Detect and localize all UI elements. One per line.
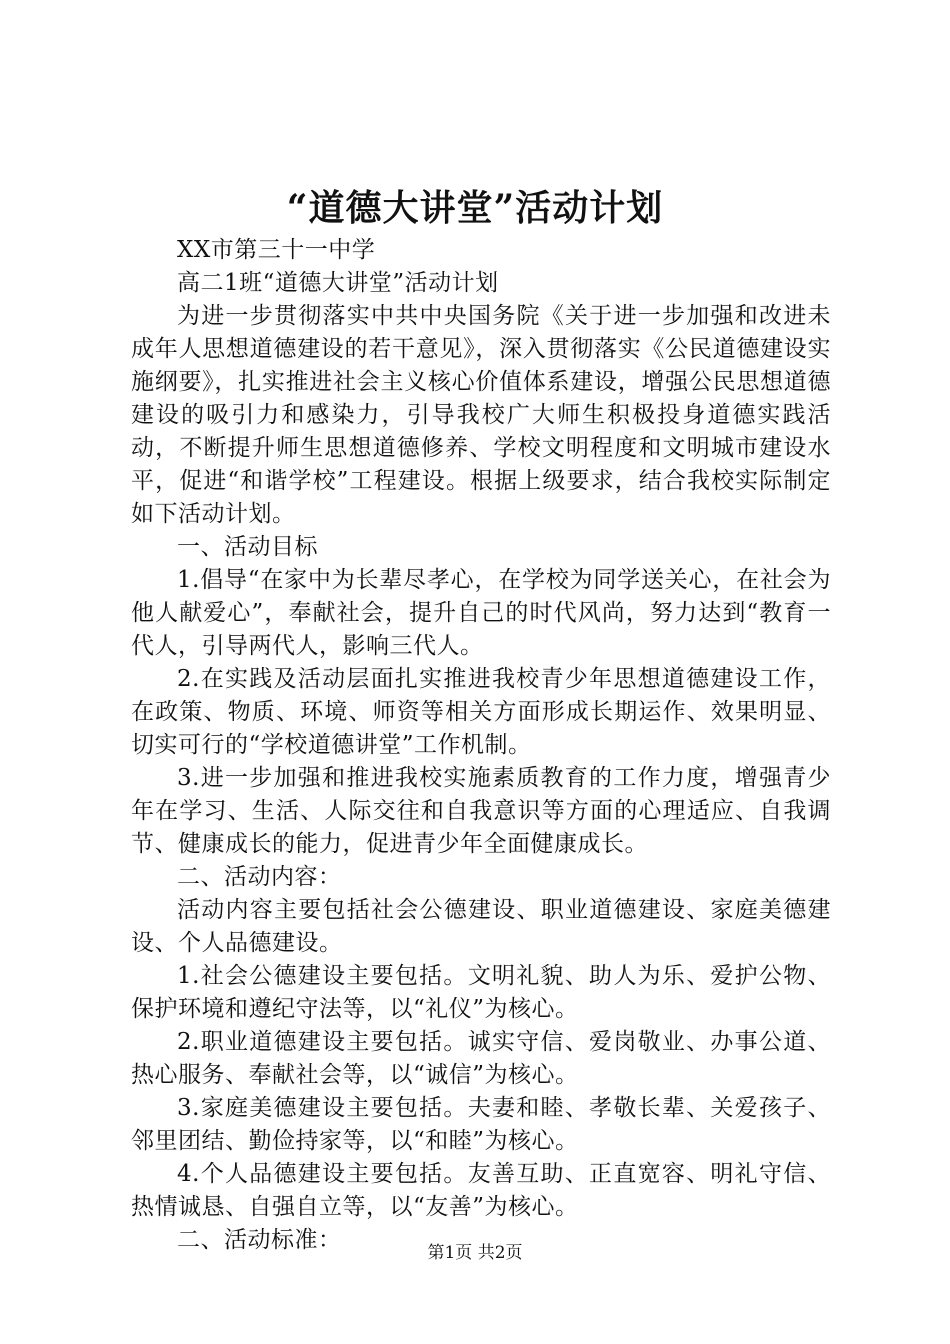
paragraph-content-4: 4.个人品德建设主要包括。友善互助、正直宽容、明礼守信、热情诚恳、自强自立等，以“友善”为核心。 <box>131 1161 831 1220</box>
paragraph-goal-3: 3.进一步加强和推进我校实施素质教育的工作力度，增强青少年在学习、生活、人际交往和自我意识等方面的心理适应、自我调节、健康成长的能力，促进青少年全面健康成长。 <box>131 765 831 857</box>
document-title: “道德大讲堂”活动计划 <box>286 187 664 229</box>
heading-goals: 一、活动目标 <box>177 534 318 560</box>
paragraph-content-3: 3.家庭美德建设主要包括。夫妻和睦、孝敬长辈、关爱孩子、邻里团结、勤俭持家等，以“和睦”为核心。 <box>131 1095 831 1154</box>
heading-content: 二、活动内容： <box>177 864 342 890</box>
paragraph-content-summary: 活动内容主要包括社会公德建设、职业道德建设、家庭美德建设、个人品德建设。 <box>131 897 831 956</box>
paragraph-goal-1: 1.倡导“在家中为长辈尽孝心，在学校为同学送关心，在社会为他人献爱心”，奉献社会，提升自己的时代风尚，努力达到“教育一代人，引导两代人，影响三代人。 <box>131 567 831 659</box>
paragraph-goal-2: 2.在实践及活动层面扎实推进我校青少年思想道德建设工作，在政策、物质、环境、师资等相关方面形成长期运作、效果明显、切实可行的“学校道德讲堂”工作机制。 <box>131 666 831 758</box>
paragraph-content-1: 1.社会公德建设主要包括。文明礼貌、助人为乐、爱护公物、保护环境和遵纪守法等，以“礼仪”为核心。 <box>131 963 831 1022</box>
paragraph-class-plan: 高二1班“道德大讲堂”活动计划 <box>177 270 499 296</box>
paragraph-school: XX市第三十一中学 <box>177 237 376 263</box>
document-body <box>131 234 831 1257</box>
paragraph-content-2: 2.职业道德建设主要包括。诚实守信、爱岗敬业、办事公道、热心服务、奉献社会等，以“诚信”为核心。 <box>131 1029 831 1088</box>
page-footer: 第1页 共2页 <box>427 1243 523 1263</box>
heading-standards: 二、活动标准： <box>177 1227 342 1253</box>
paragraph-intro: 为进一步贯彻落实中共中央国务院《关于进一步加强和改进未成年人思想道德建设的若干意见》，深入贯彻落实《公民道德建设实施纲要》，扎实推进社会主义核心价值体系建设，增强公民思想道德建设的吸引力和感染力，引导我校广大师生积极投身道德实践活动，不断提升师生思想道德修养、学校文明程度和文明城市建设水平，促进“和谐学校”工程建设。根据上级要求，结合我校实际制定如下活动计划。 <box>131 303 831 527</box>
